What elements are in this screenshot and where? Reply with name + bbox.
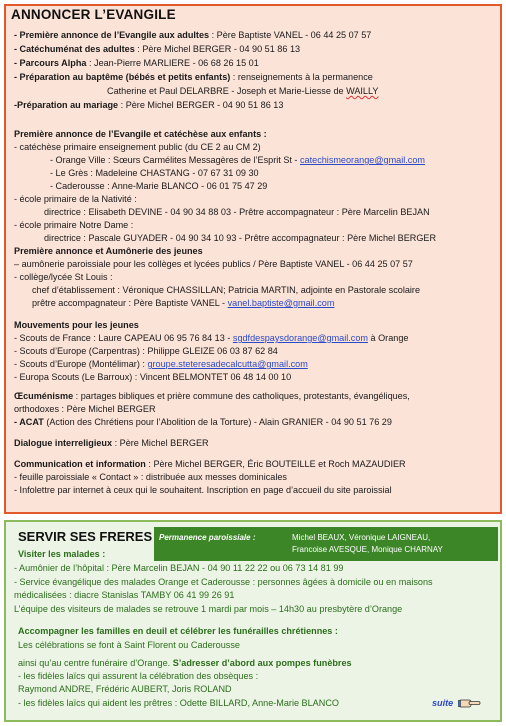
- adult-evangel-line: [14, 30, 371, 41]
- name: WAILLY: [346, 86, 379, 96]
- funerailles-title: Accompagner les familles en deuil et célébrer les funérailles chrétiennes :: [18, 626, 338, 636]
- feuille-line: - feuille paroissiale « Contact » : distribuée aux messes dominicales: [14, 472, 287, 482]
- nativite-director-line: directrice : Elisabeth DEVINE - 04 90 34 88 03 - Prêtre accompagnateur : Père Marcelin BEJAN: [44, 207, 430, 217]
- scouts-europe-montelimar-line: [14, 359, 308, 370]
- servir-title: SERVIR SES FRERES: [18, 529, 153, 544]
- aident-pretres-line: - les fidèles laïcs qui aident les prêtres : Odette BILLARD, Anne-Marie BLANCO: [18, 698, 339, 708]
- bapteme-line: [14, 72, 373, 83]
- text: - Scouts de France : Laure CAPEAU 06 95 76 84 13 -: [14, 333, 233, 343]
- permanence-names-2: Francoise AVESQUE, Monique CHARNAY: [292, 545, 443, 554]
- vanel-email-link[interactable]: vanel.baptiste@gmail.com: [227, 298, 335, 308]
- label: -Préparation au mariage: [14, 100, 119, 110]
- acat-line: [14, 417, 392, 428]
- groupe-email-link[interactable]: groupe.steteresadecalcutta@gmail.com: [147, 359, 308, 369]
- aumonier-line: - Aumônier de l’hôpital : Père Marcelin BEJAN - 04 90 11 22 22 ou 06 73 14 81 99: [14, 563, 344, 573]
- st-louis-pretre-line: [32, 298, 334, 309]
- annoncer-title: ANNONCER L’EVANGILE: [11, 7, 176, 22]
- infolettre-line: - Infolettre par internet à ceux qui le souhaitent. Inscription en page d’accueil du site paroissial: [14, 485, 392, 495]
- catechumenat-line: [14, 44, 300, 55]
- label: - Première annonce de l’Evangile aux adultes: [14, 30, 210, 40]
- nativite-line: - école primaire de la Nativité :: [14, 194, 137, 204]
- catechisme-email-link[interactable]: catechismeorange@gmail.com: [300, 155, 425, 165]
- celebrations-line: Les célébrations se font à Saint Florent ou Caderousse: [18, 640, 240, 650]
- notre-dame-director-line: directrice : Pascale GUYADER - 04 90 34 10 93 - Prêtre accompagnateur : Père Michel BERGER: [44, 233, 437, 243]
- sgdf-email-link[interactable]: sgdfdespaysdorange@gmail.com: [232, 333, 368, 343]
- pointing-hand-icon[interactable]: [458, 697, 482, 710]
- centre-funeraire-line: [18, 658, 352, 669]
- caderousse-line: - Caderousse : Anne-Marie BLANCO - 06 01 75 47 29: [50, 181, 268, 191]
- label: Œcuménisme: [14, 391, 74, 401]
- oecumenisme-line-2: orthodoxes : Père Michel BERGER: [14, 404, 156, 414]
- end: à Orange: [368, 333, 409, 343]
- mariage-line: [14, 100, 283, 111]
- permanence-names-1: Michel BEAUX, Véronique LAIGNEAU,: [292, 533, 431, 542]
- europa-scouts-line: - Europa Scouts (Le Barroux) : Vincent BELMONTET 06 48 14 00 10: [14, 372, 292, 382]
- pompes-funebres: S’adresser d’abord aux pompes funèbres: [172, 658, 352, 668]
- scouts-europe-carpentras-line: - Scouts d’Europe (Carpentras) : Philippe GLEIZE 06 03 87 62 84: [14, 346, 278, 356]
- orange-ville-line: [50, 155, 425, 166]
- alpha-line: [14, 58, 259, 69]
- text: Catherine et Paul DELARBRE - Joseph et Marie-Liesse de: [107, 86, 347, 96]
- suite-label[interactable]: suite: [432, 698, 454, 708]
- value: : partages bibliques et prière commune des catholiques, protestants, évangéliques,: [73, 391, 410, 401]
- value: (Action des Chrétiens pour l’Abolition de la Torture) - Alain GRANIER - 04 90 51 76 29: [43, 417, 392, 427]
- text: ainsi qu’au centre funéraire d’Orange.: [18, 658, 173, 668]
- notre-dame-line: - école primaire Notre Dame :: [14, 220, 134, 230]
- permanence-label: Permanence paroissiale :: [159, 533, 256, 542]
- label: Communication et information: [14, 459, 146, 469]
- sem-line: - Service évangélique des malades Orange et Caderousse : personnes âgées à domicile ou en maisons: [14, 577, 433, 587]
- st-louis-line: - collège/lycée St Louis :: [14, 272, 113, 282]
- oecumenisme-line: [14, 391, 410, 402]
- le-gres-line: - Le Grès : Madeleine CHASTANG - 07 67 31 09 30: [50, 168, 259, 178]
- catechese-title: Première annonce de l’Evangile et catéchèse aux enfants :: [14, 129, 267, 139]
- value: : Jean-Pierre MARLIERE - 06 68 26 15 01: [86, 58, 259, 68]
- dialogue-line: [14, 438, 209, 449]
- value: : Père Baptiste VANEL - 06 44 25 07 57: [209, 30, 372, 40]
- communication-line: [14, 459, 406, 470]
- label: Dialogue interreligieux: [14, 438, 113, 448]
- scouts-france-line: [14, 333, 408, 344]
- bapteme-contacts-line: [107, 86, 378, 97]
- label: - Parcours Alpha: [14, 58, 87, 68]
- mouvements-title: Mouvements pour les jeunes: [14, 320, 139, 330]
- jeunes-title: Première annonce et Aumônerie des jeunes: [14, 246, 203, 256]
- obseques-names-line: Raymond ANDRE, Frédéric AUBERT, Joris ROLAND: [18, 684, 232, 694]
- value: : renseignements à la permanence: [230, 72, 373, 82]
- value: : Père Michel BERGER: [112, 438, 209, 448]
- text: prêtre accompagnateur : Père Baptiste VANEL -: [32, 298, 228, 308]
- label: - Catéchuménat des adultes: [14, 44, 135, 54]
- obseques-line: - les fidèles laïcs qui assurent la célébration des obsèques :: [18, 671, 259, 681]
- catechese-line: - catéchèse primaire enseignement public (du CE 2 au CM 2): [14, 142, 261, 152]
- value: : Père Michel BERGER, Éric BOUTEILLE et Roch MAZAUDIER: [145, 459, 406, 469]
- visiteurs-line: L’équipe des visiteurs de malades se retrouve 1 mardi par mois – 14h30 au presbytère d’Orange: [14, 604, 403, 614]
- sem-line-2: médicalisées : diacre Stanislas TAMBY 06 41 99 26 91: [14, 590, 235, 600]
- value: : Père Michel BERGER - 04 90 51 86 13: [134, 44, 301, 54]
- text: - Scouts d’Europe (Montélimar) :: [14, 359, 148, 369]
- permanence-box: [154, 527, 498, 561]
- st-louis-chef-line: chef d’établissement : Véronique CHASSILLAN; Patricia MARTIN, adjointe en Pastorale scolaire: [32, 285, 421, 295]
- aumonerie-line: – aumônerie paroissiale pour les collèges et lycées publics / Père Baptiste VANEL - 06 44 25 07 57: [14, 259, 413, 269]
- malades-title: Visiter les malades :: [18, 549, 106, 559]
- label: - Préparation au baptême (bébés et petits enfants): [14, 72, 231, 82]
- text: - Orange Ville : Sœurs Carmélites Messagères de l’Esprit St -: [50, 155, 300, 165]
- value: : Père Michel BERGER - 04 90 51 86 13: [118, 100, 284, 110]
- label: - ACAT: [14, 417, 44, 427]
